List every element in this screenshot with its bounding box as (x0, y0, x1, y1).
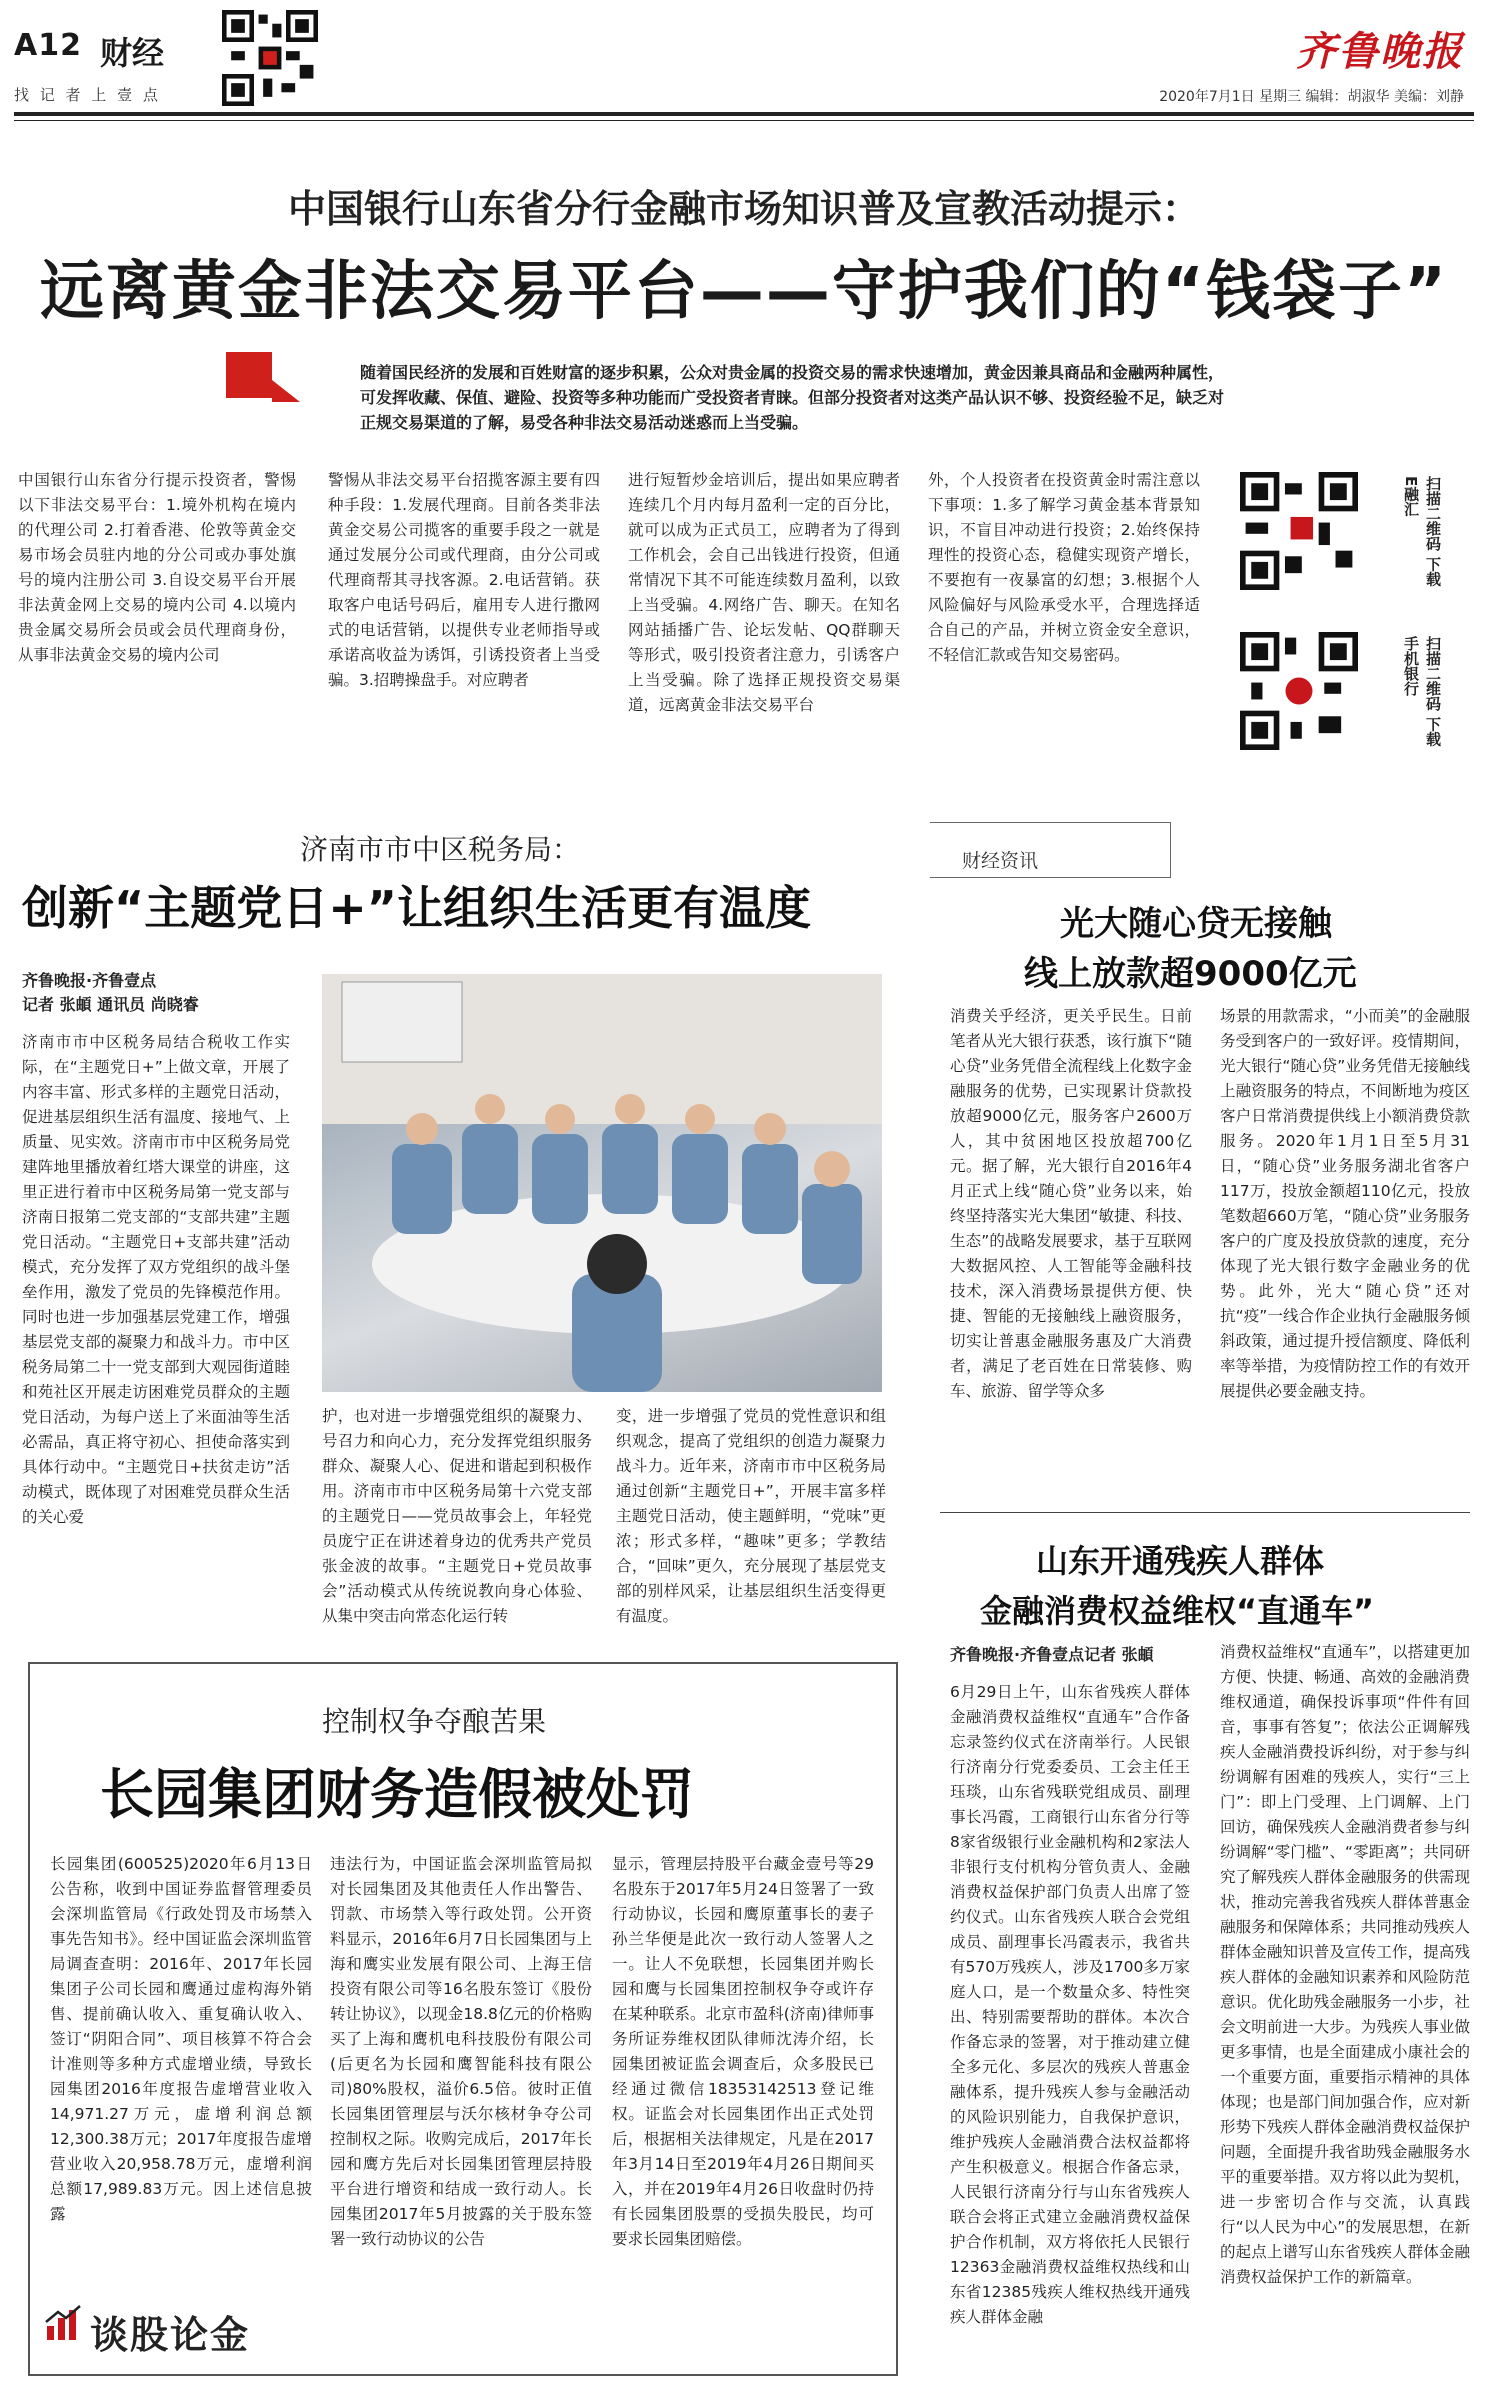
lead-column-4: 外，个人投资者在投资黄金时需注意以下事项：1.多了解学习黄金基本背景知识，不盲目冲动进行投资；2.始终保持理性的投资心态，稳健实现资产增长，不要抱有一夜暴富的幻想；3.根据个人风险偏好与风险承受水平，合理选择适合自己的产品，并树立资金安全意识，不轻信汇款或告知交易密码。 (928, 471, 1200, 664)
header-rule-thin (14, 120, 1474, 121)
tax-column-3: 变，进一步增强了党员的党性意识和组织观念，提高了党组织的创造力凝聚力战斗力。近年来，济南市市中区税务局通过创新“主题党日+”，开展丰富多样主题党日活动，使主题鲜明，“党味”更浓；形式多样，“趣味”更多；学教结合，“回味”更久，充分展现了基层党支部的别样风采，让基层组织生活变得更有温度。 (616, 1407, 886, 1625)
lead-column-2: 警惕从非法交易平台招揽客源主要有四种手段：1.发展代理商。目前各类非法黄金交易公司揽客的重要手段之一就是通过发展分公司或代理商，由分公司或代理商帮其寻找客源。2.电话营销。获取客户电话号码后，雇用专人进行撒网式的电话营销，以提供专业老师指导或承诺高收益为诱饵，引诱投资者上当受骗。3.招聘操盘手。对应聘者 (328, 471, 600, 689)
lead-intro: 随着国民经济的发展和百姓财富的逐步积累，公众对贵金属的投资交易的需求快速增加，黄金因兼具商品和金融两种属性，可发挥收藏、保值、避险、投资等多种功能而广受投资者青睐。但部分投资者对这类产品认识不够、投资经验不足，缺乏对正规交易渠道的了解，易受各种非法交易活动迷惑而上当受骗。 (360, 363, 1225, 432)
section-name: 财经 (100, 34, 165, 72)
qr-caption-2: 扫描二维码 下载手机银行 (1402, 636, 1442, 747)
tax-byline-1: 齐鲁晚报·齐鲁壹点 (22, 971, 157, 990)
disabled-title-2: 金融消费权益维权“直通车” (980, 1592, 1375, 1630)
photo-illustration (322, 974, 882, 1392)
everbright-title-2: 线上放款超9000亿元 (1024, 954, 1357, 994)
tax-title: 创新“主题党日+”让组织生活更有温度 (22, 881, 812, 935)
disabled-column-1: 6月29日上午，山东省残疾人群体金融消费权益维权“直通车”合作备忘录签约仪式在济南举行。人民银行济南分行党委委员、工会主任王珏琰，山东省残联党组成员、副理事长冯霞，工商银行山东省分行等8家省级银行业金融机构和2家法人非银行支付机构分管负责人、金融消费权益保护部门负责人出席了签约仪式。山东省残疾人联合会党组成员、副理事长冯霞表示，我省共有570万残疾人，涉及1700多万家庭人口，是一个数量众多、特性突出、特别需要帮助的群体。本次合作备忘录的签署，对于推动建立健全多元化、多层次的残疾人普惠金融体系，提升残疾人参与金融活动的风险识别能力，自我保护意识，维护残疾人金融消费合法权益都将产生积极意义。根据合作备忘录，人民银行济南分行与山东省残疾人联合会将正式建立金融消费权益保护合作机制，双方将依托人民银行12363金融消费权益维权热线和山东省12385残疾人维权热线开通残疾人群体金融 (950, 1683, 1190, 2326)
chart-bars-icon (44, 2304, 84, 2344)
section-divider (940, 1512, 1470, 1513)
changyuan-kicker: 控制权争夺酿苦果 (322, 1705, 547, 1738)
changyuan-title: 长园集团财务造假被处罚 (100, 1763, 694, 1826)
lead-title: 远离黄金非法交易平台——守护我们的“钱袋子” (39, 255, 1449, 329)
everbright-column-1: 消费关乎经济，更关乎民生。日前笔者从光大银行获悉，该行旗下“随心贷”业务凭借全流程线上化数字金融服务的优势，已实现累计贷款投放超9000亿元，服务客户2600万人，其中贫困地区投放超700亿元。据了解，光大银行自2016年4月正式上线“随心贷”业务以来，始终坚持落实光大集团“敏捷、科技、生态”的战略发展要求，基于互联网大数据风控、人工智能等金融科技技术，深入消费场景提供方便、快捷、智能的无接触线上融资服务，切实让普惠金融服务惠及广大消费者，满足了老百姓在日常装修、购车、旅游、留学等众多 (950, 1007, 1192, 1400)
tax-byline-2: 记者 张頔 通讯员 尚晓睿 (22, 995, 199, 1014)
lead-subtitle: 中国银行山东省分行金融市场知识普及宣教活动提示： (287, 187, 1200, 231)
newspaper-logo: 齐鲁晚报 (1296, 28, 1464, 75)
changyuan-column-1: 长园集团(600525)2020年6月13日公告称，收到中国证券监督管理委员会深圳监管局《行政处罚及市场禁入事先告知书》。经中国证监会深圳监管局调查查明：2016年、2017年长园集团子公司长园和鹰通过虚构海外销售、提前确认收入、重复确认收入、签订“阴阳合同”、项目核算不符合会计准则等多种方式虚增业绩，导致长园集团2016年度报告虚增营业收入14,971.27万元，虚增利润总额12,300.38万元；2017年度报告虚增营业收入20,958.78万元，虚增利润总额17,989.83万元。因上述信息披露 (50, 1855, 312, 2223)
lead-column-3: 进行短暂炒金培训后，提出如果应聘者连续几个月内每月盈利一定的百分比，就可以成为正式员工，应聘者为了得到工作机会，会自己出钱进行投资，但通常情况下其不可能连续数月盈利，以致上当受骗。4.网络广告、聊天。在知名网站插播广告、论坛发帖、QQ群聊天等形式，吸引投资者注意力，引诱客户上当受骗。除了选择正规投资交易渠道，远离黄金非法交易平台 (628, 471, 900, 714)
disabled-title-1: 山东开通残疾人群体 (1036, 1542, 1325, 1580)
disabled-byline: 齐鲁晚报·齐鲁壹点记者 张頔 (950, 1645, 1154, 1664)
header-rule (14, 112, 1474, 116)
tax-kicker: 济南市市中区税务局： (300, 833, 581, 866)
changyuan-column-3: 显示，管理层持股平台藏金壹号等29名股东于2017年5月24日签署了一致行动协议，长园和鹰原董事长的妻子孙兰华便是此次一致行动人签署人之一。让人不免联想，长园集团并购长园和鹰与长园集团控制权争夺或许存在某种联系。北京市盈科(济南)律师事务所证券维权团队律师沈涛介绍，长园集团被证监会调查后，众多股民已经通过微信18353142513登记维权。证监会对长园集团作出正式处罚后，根据相关法律规定，凡是在2017年3月14日至2019年4月26日期间买入，并在2019年4月26日收盘时仍持有长园集团股票的受损失股民，均可要求长园集团赔偿。 (612, 1855, 874, 2248)
qr-code-icon[interactable] (1240, 632, 1358, 750)
lead-column-1: 中国银行山东省分行提示投资者，警惕以下非法交易平台：1.境外机构在境内的代理公司 2.打着香港、伦敦等黄金交易市场会员驻内地的分公司或办事处旗号的境内注册公司 3.自设交易平台开展非法黄金网上交易的境内公司 4.以境内贵金属交易所会员或会员代理商身份，从事非法黄金交易的境内公司 (18, 471, 296, 664)
date-editor-meta: 2020年7月1日 星期三 编辑：胡淑华 美编：刘静 (1159, 89, 1464, 105)
tax-column-2: 护，也对进一步增强党组织的凝聚力、号召力和向心力，充分发挥党组织服务群众、凝聚人心、促进和谐起到积极作用。济南市市中区税务局第十六党支部的主题党日——党员故事会上，年轻党员庞宁正在讲述着身边的优秀共产党员张金波的故事。“主题党日+党员故事会”活动模式从传统说教向身心体验、从集中突击向常态化运行转 (322, 1407, 592, 1625)
qr-code-icon[interactable] (222, 10, 318, 106)
changyuan-column-2: 违法行为，中国证监会深圳监管局拟对长园集团及其他责任人作出警告、罚款、市场禁入等行政处罚。公开资料显示，2016年6月7日长园集团与上海和鹰实业发展有限公司、上海王信投资有限公司等16名股东签订《股份转让协议》，以现金18.8亿元的价格购买了上海和鹰机电科技股份有限公司(后更名为长园和鹰智能科技有限公司)80%股权，溢价6.5倍。彼时正值长园集团管理层与沃尔核材争夺公司控制权之际。收购完成后，2017年长园和鹰方先后对长园集团管理层持股平台进行增资和结成一致行动人。长园集团2017年5月披露的关于股东签署一致行动协议的公告 (330, 1855, 592, 2248)
qr-code-icon[interactable] (1240, 472, 1358, 590)
qr-caption-1: 扫描二维码 下载E融汇 (1402, 476, 1442, 587)
disabled-column-2: 消费权益维权“直通车”，以搭建更加方便、快捷、畅通、高效的金融消费维权通道，确保投诉事项“件件有回音，事事有答复”；依法公正调解残疾人金融消费投诉纠纷，对于参与纠纷调解有困难的残疾人，实行“三上门”：即上门受理、上门调解、上门回访，确保残疾人金融消费者参与纠纷调解“零门槛”、“零距离”；共同研究了解残疾人群体金融服务的供需现状，推动完善我省残疾人群体普惠金融服务和保障体系；共同推动残疾人群体金融知识普及宣传工作，提高残疾人群体的金融知识素养和风险防范意识。优化助残金融服务一小步，社会文明前进一大步。为残疾人事业做更多事情，也是全面建成小康社会的一个重要方面，重要指示精神的具体体现；也是部门间加强合作，应对新形势下残疾人群体金融消费权益保护问题，全面提升我省助残金融服务水平的重要举措。双方将以此为契机，进一步密切合作与交流，认真践行“以人民为中心”的发展思想，在新的起点上谱写山东省残疾人群体金融消费权益保护工作的新篇章。 (1220, 1643, 1470, 2286)
editor-line: 找 记 者 上 壹 点 (14, 86, 161, 104)
finance-label: 财经资讯 (962, 850, 1039, 872)
everbright-column-2: 场景的用款需求，“小而美”的金融服务受到客户的一致好评。疫情期间，光大银行“随心贷”业务凭借无接触线上融资服务的特点，不间断地为疫区客户日常消费提供线上小额消费贷款服务。2020年1月1日至5月31日，“随心贷”业务服务湖北省客户117万，投放金额超110亿元，投放笔数超660万笔，“随心贷”业务服务客户的广度及投放贷款的速度，充分体现了光大银行数字金融业务的优势。此外，光大“随心贷”还对抗“疫”一线合作企业执行金融服务倾斜政策，通过提升授信额度、降低利率等举措，为疫情防控工作的有效开展提供必要金融支持。 (1220, 1007, 1470, 1400)
page-number: A12 (14, 28, 82, 63)
everbright-title-1: 光大随心贷无接触 (1060, 904, 1332, 944)
party-meeting-photo (322, 974, 882, 1392)
tax-column-1: 济南市市中区税务局结合税收工作实际，在“主题党日+”上做文章，开展了内容丰富、形式多样的主题党日活动，促进基层组织生活有温度、接地气、上质量、见实效。济南市市中区税务局党建阵地里播放着红塔大课堂的讲座，这里正进行着市中区税务局第一党支部与济南日报第二党支部的“支部共建”主题党日活动。“主题党日+支部共建”活动模式，充分发挥了双方党组织的战斗堡垒作用，激发了党员的先锋模范作用。同时也进一步加强基层党建工作，增强基层党支部的凝聚力和战斗力。市中区税务局第二十一党支部到大观园街道睦和苑社区开展走访困难党员群众的主题党日活动，为每户送上了米面油等生活必需品，真正将守初心、担使命落实到具体行动中。“主题党日+扶贫走访”活动模式，既体现了对困难党员群众生活的关心爱 (22, 1033, 290, 1526)
red-square-icon (226, 352, 272, 398)
column-logo: 谈股论金 (90, 2313, 251, 2357)
